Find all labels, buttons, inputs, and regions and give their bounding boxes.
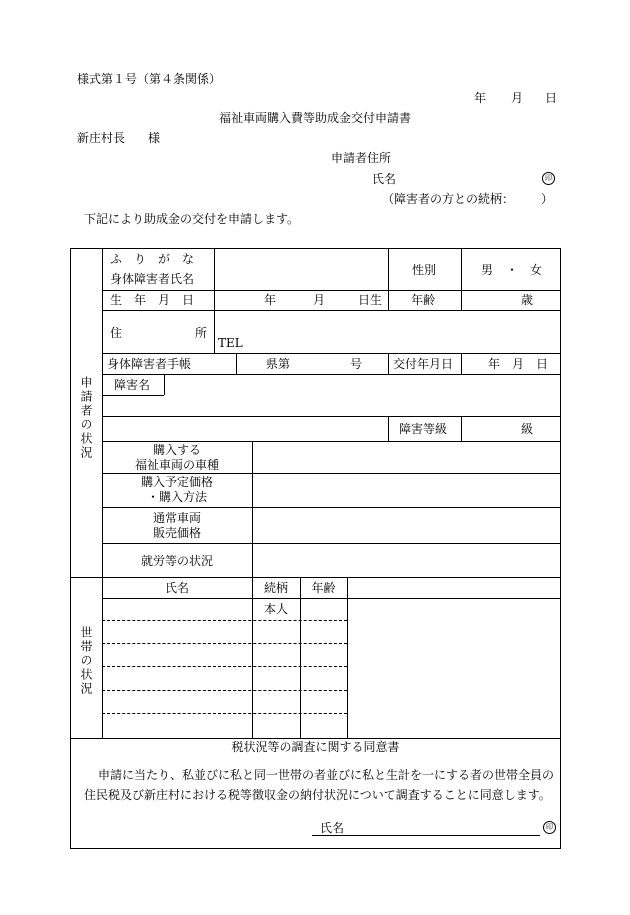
furigana-label: ふ り が な (110, 252, 195, 266)
normal-price-label-1: 通常車両 (152, 511, 201, 525)
issue-date-label: 交付年月日 (393, 357, 454, 371)
consent-text-line2: 住民税及び新庄村における税等徴収金の納付状況について調査することに同意します。 (84, 788, 551, 802)
relation-close: ） (541, 192, 554, 206)
household-first-relation: 本人 (263, 602, 288, 616)
application-table (70, 248, 561, 849)
employment-label: 就労等の状況 (140, 554, 213, 568)
issue-year: 年 (488, 357, 501, 371)
consent-text-line1: 申請に当たり、私並びに私と同一世帯の者並びに私と生計を一にする者の世帯全員の (98, 768, 555, 782)
planned-price-label-1: 購入予定価格 (140, 475, 213, 489)
dob-label: 生 年 月 日 (110, 293, 195, 307)
planned-price-label-2: ・購入方法 (146, 490, 207, 504)
handbook-number: 号 (350, 357, 363, 371)
household-side-label: 世帯の状況 (79, 626, 93, 696)
relation-open: （障害者の方との続柄： (382, 192, 515, 206)
sex-label: 性別 (412, 263, 437, 277)
sex-female-option[interactable]: 女 (530, 263, 543, 277)
applicant-address-label: 申請者住所 (331, 151, 392, 165)
applicant-side-label: 申請者の状況 (79, 376, 93, 460)
handbook-prefecture: 県第 (266, 357, 291, 371)
sex-male-option[interactable]: 男 (481, 263, 494, 277)
issue-month: 月 (512, 357, 525, 371)
disabled-person-name-label: 身体障害者氏名 (110, 272, 195, 286)
addressee: 新庄村長 (77, 131, 126, 145)
vehicle-type-label-1: 購入する (152, 443, 201, 457)
disability-grade-unit: 級 (521, 422, 534, 436)
disability-grade-label: 障害等級 (399, 422, 448, 436)
sex-separator: ・ (506, 263, 519, 277)
consent-seal-mark-icon: 印 (543, 821, 556, 834)
date-day-label: 日 (545, 91, 558, 105)
intro-text: 下記により助成金の交付を申請します。 (84, 212, 300, 226)
document-title: 福祉車両購入費等助成金交付申請書 (218, 111, 411, 125)
disability-name-label: 障害名 (114, 378, 151, 392)
address-label-2: 所 (195, 326, 208, 340)
form-number: 様式第１号（第４条関係） (77, 72, 222, 86)
handbook-label: 身体障害者手帳 (107, 357, 192, 371)
household-col-relation: 続柄 (263, 581, 288, 595)
age-unit: 歳 (521, 293, 534, 307)
date-year-label: 年 (474, 91, 487, 105)
consent-name-line (312, 835, 540, 836)
vehicle-type-label-2: 福祉車両の車種 (134, 458, 219, 472)
consent-title: 税状況等の調査に関する同意書 (231, 740, 400, 754)
normal-price-label-2: 販売価格 (152, 526, 201, 540)
applicant-name-label: 氏名 (372, 172, 397, 186)
age-label: 年齢 (411, 293, 436, 307)
addressee-suffix: 様 (148, 131, 161, 145)
household-col-name: 氏名 (164, 581, 189, 595)
date-month-label: 月 (511, 91, 524, 105)
consent-name-label: 氏名 (320, 821, 345, 835)
dob-year: 年 (264, 293, 277, 307)
tel-label: TEL (218, 336, 243, 350)
dob-day: 日生 (358, 293, 383, 307)
seal-mark-icon: 印 (542, 172, 555, 185)
household-col-age: 年齢 (311, 581, 336, 595)
issue-day: 日 (536, 357, 549, 371)
dob-month: 月 (313, 293, 326, 307)
address-label-1: 住 (110, 326, 123, 340)
